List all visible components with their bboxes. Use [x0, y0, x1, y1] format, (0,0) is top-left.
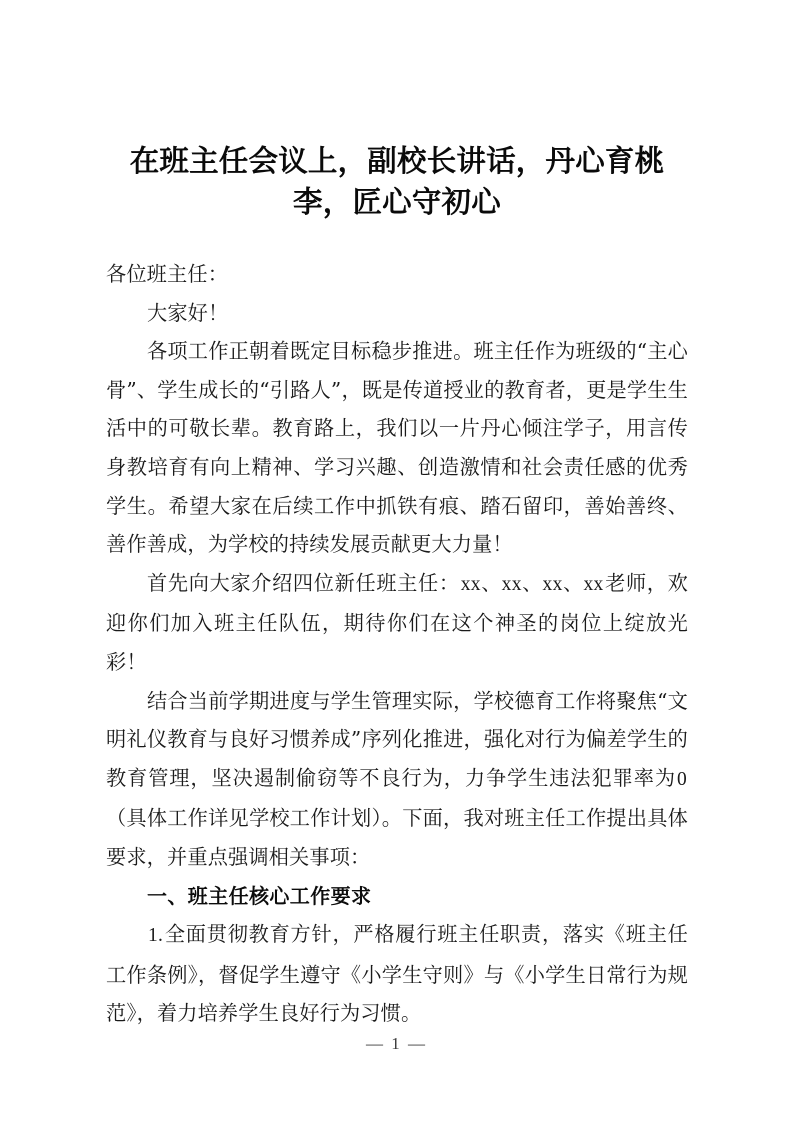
list-item-1-text: 全面贯彻教育方针，严格履行班主任职责，落实《班主任工作条例》，督促学生遵守《小学生守则》与《小学生日常行为规范》，着力培养学生良好行为习惯。 [106, 922, 688, 1026]
salutation-line: 各位班主任： [106, 262, 229, 286]
paragraph-2-text-after: 老师，欢迎你们加入班主任队伍，期待你们在这个神圣的岗位上绽放光彩！ [106, 570, 688, 674]
list-item-1 [106, 915, 688, 1033]
paragraph-3 [106, 682, 688, 877]
list-item-1-number: 1. [148, 925, 164, 947]
document-body [106, 140, 688, 1033]
paragraph-3-text-after: （具体工作详见学校工作计划）。下面，我对班主任工作提出具体要求，并重点强调相关事项： [106, 806, 688, 869]
section-heading-1: 一、班主任核心工作要求 [147, 883, 372, 908]
page-title-line-1: 在班主任会议上，副校长讲话，丹心育桃 [129, 143, 665, 178]
paragraph-2-text-before: 首先向大家介绍四位新任班主任： [147, 570, 460, 595]
paragraph-2 [106, 564, 688, 682]
page-number-footer: — 1 — [366, 1034, 427, 1053]
new-teacher-placeholders: xx、xx、xx、xx [460, 573, 604, 595]
page-title-line-2: 李，匠心守初心 [293, 184, 501, 219]
paragraph-3-text-before: 结合当前学期进度与学生管理实际，学校德育工作将聚焦“文明礼仪教育与良好习惯养成”序列化推进，强化对行为偏差学生的教育管理，坚决遏制偷窃等不良行为，力争学生违法犯罪率为 [106, 688, 688, 790]
paragraph-1: 各项工作正朝着既定目标稳步推进。班主任作为班级的“主心骨”、学生成长的“引路人”，既是传道授业的教育者，更是学生生活中的可敬长辈。教育路上，我们以一片丹心倾注学子，用言传身教培育有向上精神、学习兴趣、创造激情和社会责任感的优秀学生。希望大家在后续工作中抓铁有痕、踏石留印，善始善终、善作善成，为学校的持续发展贡献更大力量！ [106, 339, 688, 557]
greeting-line: 大家好！ [147, 300, 229, 325]
page-title [106, 140, 688, 222]
body-text-block [106, 255, 688, 1033]
crime-rate-value: 0 [676, 768, 687, 790]
